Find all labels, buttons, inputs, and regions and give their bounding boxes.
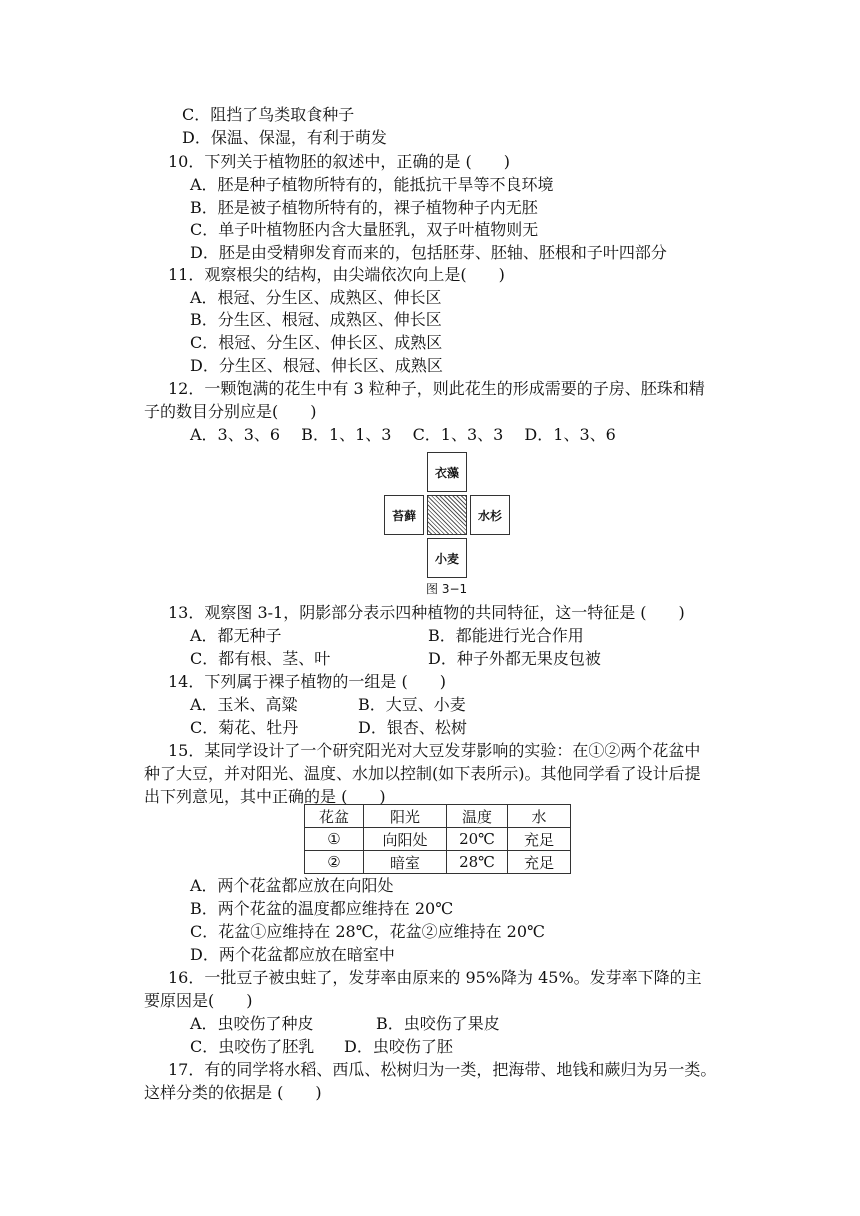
table-cell: 暗室 xyxy=(364,851,447,874)
option-text: B．虫咬伤了果皮 xyxy=(376,1014,500,1033)
table-cell: 充足 xyxy=(508,851,571,874)
question-17: 17．有的同学将水稻、西瓜、松树归为一类，把海带、地钱和蕨归为另一类。 xyxy=(168,1060,717,1079)
option-text: A．虫咬伤了种皮 xyxy=(190,1014,314,1033)
option-text: A．根冠、分生区、成熟区、伸长区 xyxy=(190,288,442,307)
option-text: B．分生区、根冠、成熟区、伸长区 xyxy=(190,310,442,329)
option-text: B．都能进行光合作用 xyxy=(428,626,584,645)
table-cell: ② xyxy=(305,851,364,874)
table-row xyxy=(305,851,571,874)
option-text: A．两个花盆都应放在向阳处 xyxy=(190,876,394,895)
option-text: C．根冠、分生区、伸长区、成熟区 xyxy=(190,333,443,352)
question-14: 14．下列属于裸子植物的一组是 ( ) xyxy=(168,672,446,691)
figure-caption: 图 3−1 xyxy=(426,582,468,596)
table-header-row xyxy=(305,805,571,828)
box-bottom: 小麦 xyxy=(427,538,467,578)
question-10: 10．下列关于植物胚的叙述中，正确的是 ( ) xyxy=(168,152,510,171)
table-row xyxy=(305,828,571,851)
question-15: 15．某同学设计了一个研究阳光对大豆发芽影响的实验：在①②两个花盆中 xyxy=(168,741,701,760)
question-15-cont: 出下列意见，其中正确的是 ( ) xyxy=(144,787,386,806)
option-text: D．胚是由受精卵发育而来的，包括胚芽、胚轴、胚根和子叶四部分 xyxy=(190,243,667,262)
option-text: A．玉米、高粱 xyxy=(190,695,298,714)
option-text: C．花盆①应维持在 28℃，花盆②应维持在 20℃ xyxy=(190,922,545,941)
box-right: 水杉 xyxy=(470,495,510,535)
option-text: A．都无种子 xyxy=(190,626,282,645)
table-header: 阳光 xyxy=(364,805,447,828)
option-text: D．两个花盆都应放在暗室中 xyxy=(190,945,395,964)
question-12-cont: 子的数目分别应是( ) xyxy=(144,402,317,421)
question-12: 12．一颗饱满的花生中有 3 粒种子，则此花生的形成需要的子房、胚珠和精 xyxy=(168,379,705,398)
option-text: D．分生区、根冠、伸长区、成熟区 xyxy=(190,356,443,375)
question-16-cont: 要原因是( ) xyxy=(144,991,253,1010)
option-text: C．阻挡了鸟类取食种子 xyxy=(182,105,355,124)
options-row: A．3、3、6 B．1、1、3 C．1、3、3 D．1、3、6 xyxy=(190,425,616,444)
option-text: C．都有根、茎、叶 xyxy=(190,649,331,668)
table-header: 温度 xyxy=(447,805,508,828)
question-11: 11．观察根尖的结构，由尖端依次向上是( ) xyxy=(168,265,505,284)
box-left: 苔藓 xyxy=(384,495,424,535)
table-cell: ① xyxy=(305,828,364,851)
table-cell: 向阳处 xyxy=(364,828,447,851)
option-text: C．单子叶植物胚内含大量胚乳，双子叶植物则无 xyxy=(190,220,539,239)
option-text: D．保温、保湿，有利于萌发 xyxy=(182,128,387,147)
question-16: 16．一批豆子被虫蛀了，发芽率由原来的 95%降为 45%。发芽率下降的主 xyxy=(168,968,702,987)
option-text: A．胚是种子植物所特有的，能抵抗干旱等不良环境 xyxy=(190,175,554,194)
experiment-table xyxy=(304,804,571,874)
box-top: 衣藻 xyxy=(427,452,467,492)
option-text: B．胚是被子植物所特有的，裸子植物种子内无胚 xyxy=(190,198,538,217)
option-text: B．大豆、小麦 xyxy=(358,695,466,714)
shaded-center xyxy=(427,495,467,535)
question-17-cont: 这样分类的依据是 ( ) xyxy=(144,1083,322,1102)
table-header: 水 xyxy=(508,805,571,828)
table-cell: 充足 xyxy=(508,828,571,851)
table-cell: 28℃ xyxy=(447,851,508,874)
option-text: B．两个花盆的温度都应维持在 20℃ xyxy=(190,899,454,918)
table-cell: 20℃ xyxy=(447,828,508,851)
option-text: D．银杏、松树 xyxy=(358,718,467,737)
question-13: 13．观察图 3-1，阴影部分表示四种植物的共同特征，这一特征是 ( ) xyxy=(168,603,685,622)
option-text: C．菊花、牡丹 xyxy=(190,718,299,737)
option-text: D．种子外都无果皮包被 xyxy=(428,649,601,668)
option-text: C．虫咬伤了胚乳 xyxy=(190,1037,315,1056)
table-header: 花盆 xyxy=(305,805,364,828)
option-text: D．虫咬伤了胚 xyxy=(344,1037,453,1056)
question-15-cont: 种了大豆，并对阳光、温度、水加以控制(如下表所示)。其他同学看了设计后提 xyxy=(144,764,701,783)
